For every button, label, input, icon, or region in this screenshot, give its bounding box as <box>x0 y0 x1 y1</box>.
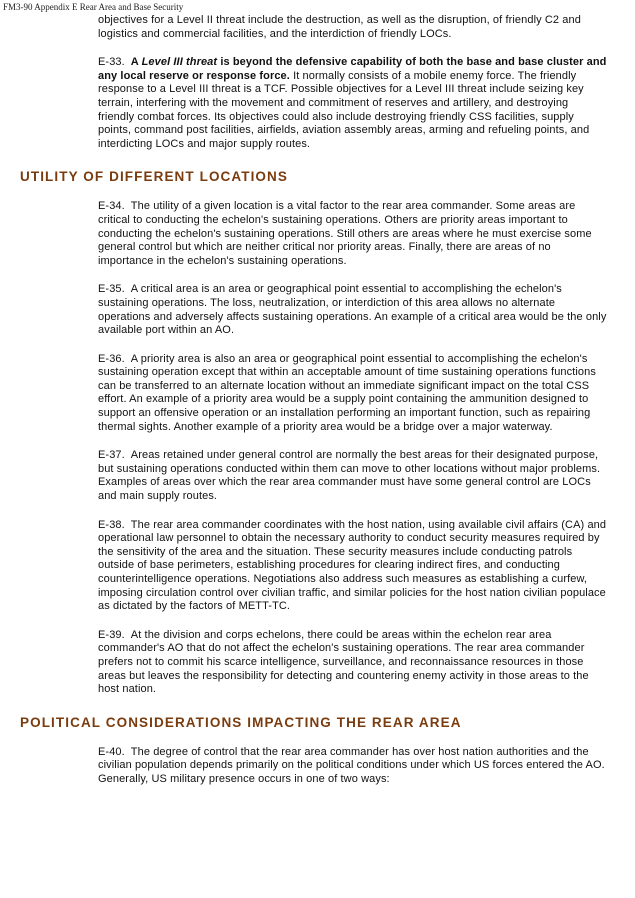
paragraph-e37 <box>98 449 607 503</box>
paragraph-e35 <box>98 283 607 337</box>
paragraph-number: E-34. <box>98 200 125 213</box>
section-heading-political: POLITICAL CONSIDERATIONS IMPACTING THE REAR AREA <box>20 714 462 730</box>
paragraph-text: The rear area commander coordinates with the host nation, using available civil affairs (CA) and operational law personnel to obtain the necessary authority to conduct security measures required by the sensitivity of the area and the situation. These security measures include conducting patrols outside of base perimeters, establishing procedures for clearing indirect fires, and conducting counterintelligence operations. Negotiations also address such measures as establishing a curfew, imposing circulation control over civilian traffic, and similar policies for the host nation civilian populace as dictated by the factors of METT-TC. <box>98 518 607 613</box>
paragraph-number: E-39. <box>98 628 125 641</box>
intro-paragraph <box>98 14 607 41</box>
running-header: FM3-90 Appendix E Rear Area and Base Security <box>3 2 184 12</box>
section-heading-utility: UTILITY OF DIFFERENT LOCATIONS <box>20 169 288 185</box>
paragraph-e38 <box>98 519 607 614</box>
paragraph-e33 <box>98 56 607 151</box>
paragraph-number: E-37. <box>98 449 125 462</box>
paragraph-e34 <box>98 200 607 268</box>
paragraph-text: The utility of a given location is a vital factor to the rear area commander. Some areas are critical to conducting the echelon's sustaining operations. Others are priority areas important to conducting the echelon's sustaining operations. Still others are areas where he must exercise some general control but which are neither critical nor priority areas. Finally, there are areas of no importance in the echelon's sustaining operations. <box>98 200 592 267</box>
paragraph-text: The degree of control that the rear area commander has over host nation authorities and the civilian population depends primarily on the political conditions under which US forces entered the AO. Generally, US military presence occurs in one of two ways: <box>98 745 605 785</box>
bold-lead-end: is beyond the defensive capability of both the base and base cluster and any local reserve or response force. <box>98 56 607 82</box>
paragraph-number: E-38. <box>98 518 125 531</box>
paragraph-number: E-35. <box>98 283 125 296</box>
paragraph-number: E-33. <box>98 56 125 69</box>
paragraph-text: At the division and corps echelons, there could be areas within the echelon rear area commander's AO that do not affect the echelon's sustaining operations. The rear area commander prefers not to commit his scarce intelligence, surveillance, and reconnaissance resources in those areas but leaves the responsibility for detecting and countering enemy activity in those areas to the host nation. <box>98 628 589 696</box>
paragraph-e39 <box>98 629 607 697</box>
paragraph-number: E-36. <box>98 352 125 365</box>
paragraph-text: A critical area is an area or geographical point essential to accomplishing the echelon's sustaining operations. The loss, neutralization, or interdiction of this area allows no alternate operations and adversely affects sustaining operations. An example of a critical area would be the only available port within an AO. <box>98 283 607 337</box>
bold-lead-start: A <box>130 56 142 69</box>
paragraph-number: E-40. <box>98 745 125 758</box>
paragraph-e36 <box>98 353 607 435</box>
paragraph-text: objectives for a Level II threat include the destruction, as well as the disruption, of friendly C2 and logistics and commercial facilities, and the interdiction of friendly LOCs. <box>98 14 581 40</box>
defined-term: Level III threat <box>141 56 218 69</box>
paragraph-text: Areas retained under general control are normally the best areas for their designated purpose, but sustaining operations conducted within them can move to other locations without major problems. Examples of areas over which the rear area commander must have some general control are LOCs and main supply routes. <box>98 449 601 503</box>
paragraph-e40 <box>98 746 607 787</box>
paragraph-text: It normally consists of a mobile enemy force. The friendly response to a Level III threat is a TCF. Possible objectives for a Level III threat include seizing key terrain, interfering with the movement and commitment of reserves and artillery, and destroying friendly combat forces. Its objectives could also include destroying friendly CSS facilities, supply points, command post facilities, airfields, aviation assembly areas, arming and refueling points, and interdicting LOCs and major supply routes. <box>98 69 590 150</box>
paragraph-text: A priority area is also an area or geographical point essential to accomplishing the echelon's sustaining operation except that within an acceptable amount of time sustaining operations functions can be transferred to an alternate location without an immediate significant impact on the total CSS effort. An example of a priority area would be a supply point containing the ammunition designed to support an offensive operation or an installation performing an important function, such as repairing thermal sights. Another example of a priority area would be a bridge over a major waterway. <box>98 352 596 433</box>
page-content <box>0 14 635 787</box>
